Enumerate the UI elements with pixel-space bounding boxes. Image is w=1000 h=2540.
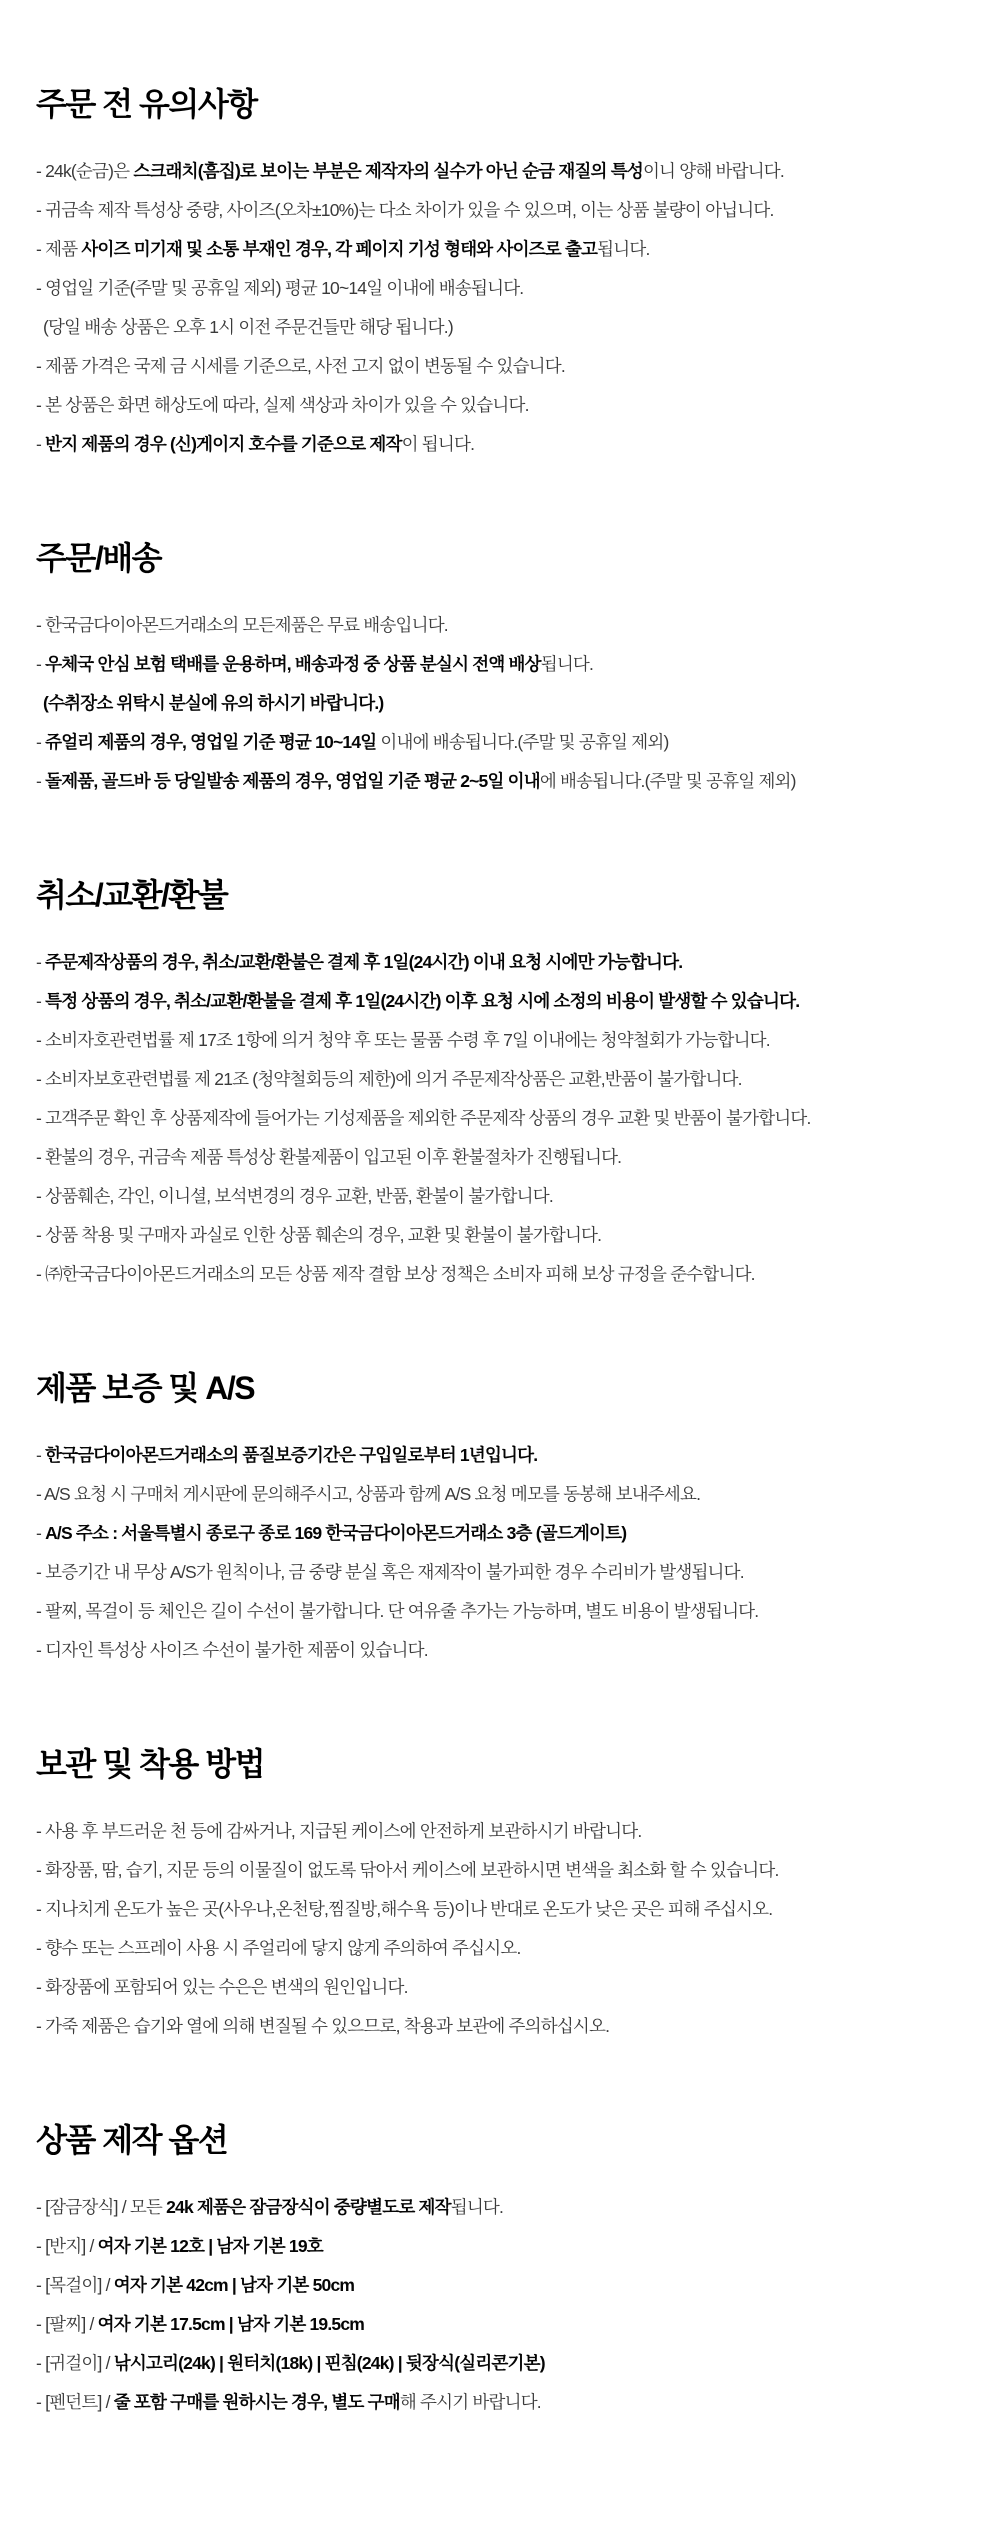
notice-line	[36, 1146, 970, 1168]
notice-line	[36, 770, 970, 792]
notice-line	[36, 2313, 970, 2335]
notice-line-text: - 영업일 기준(주말 및 공휴일 제외) 평균 10~14일 이내에 배송됩니다.	[36, 278, 524, 298]
notice-line-bold-text: 여자 기본 17.5cm | 남자 기본 19.5cm	[97, 2314, 365, 2334]
notice-line-text: - 제품 가격은 국제 금 시세를 기준으로, 사전 고지 없이 변동될 수 있습니다.	[36, 356, 565, 376]
notice-line-text: - 상품훼손, 각인, 이니셜, 보석변경의 경우 교환, 반품, 환불이 불가합니다.	[36, 1186, 553, 1206]
notice-line	[36, 1976, 970, 1998]
section-product-options	[36, 2122, 970, 2430]
notice-line-text: - 소비자보호관련법률 제 21조 (청약철회등의 제한)에 의거 주문제작상품은 교환,반품이 불가합니다.	[36, 1069, 742, 1089]
section-warranty-as	[36, 1370, 970, 1678]
notice-line-text: - [귀걸이] /	[36, 2353, 114, 2373]
notice-line	[36, 2235, 970, 2257]
notice-line	[36, 1483, 970, 1505]
notice-line-text: - 가죽 제품은 습기와 열에 의해 변질될 수 있으므로, 착용과 보관에 주의하십시오.	[36, 2016, 610, 2036]
notice-line-text: 해 주시기 바랍니다.	[399, 2392, 541, 2412]
notice-line-bold-text: 낚시고리(24k) | 원터치(18k) | 핀침(24k) | 뒷장식(실리콘기본)	[113, 2353, 545, 2373]
notice-line-text: - 상품 착용 및 구매자 과실로 인한 상품 훼손의 경우, 교환 및 환불이 불가합니다.	[36, 1225, 602, 1245]
notice-line	[36, 1898, 970, 1920]
notice-line-text: - 제품	[36, 239, 82, 259]
notice-line-bold-text: 우체국 안심 보험 택배를 운용하며, 배송과정 중 상품 분실시 전액 배상	[45, 654, 541, 674]
notice-line-bold-text: 여자 기본 12호 | 남자 기본 19호	[97, 2236, 323, 2256]
notice-line-text: 됩니다.	[450, 2197, 504, 2217]
notice-line-text: - 한국금다이아몬드거래소의 모든제품은 무료 배송입니다.	[36, 615, 448, 635]
notice-line	[36, 2352, 970, 2374]
notice-line-text: -	[36, 1523, 46, 1543]
notice-line-text: 됩니다.	[597, 239, 650, 259]
notice-line	[36, 614, 970, 636]
notice-line-text: - 화장품, 땀, 습기, 지문 등의 이물질이 없도록 닦아서 케이스에 보관하시면 변색을 최소화 할 수 있습니다.	[36, 1860, 779, 1880]
notice-line-text: - 화장품에 포함되어 있는 수은은 변색의 원인입니다.	[36, 1977, 408, 1997]
notice-line	[36, 355, 970, 377]
notice-line-text: - [팔찌] /	[36, 2314, 98, 2334]
section-lines-warranty-as	[36, 1444, 970, 1661]
notice-line-text: -	[36, 732, 46, 752]
notice-line-text: - ㈜한국금다이아몬드거래소의 모든 상품 제작 결함 보상 정책은 소비자 피해 보상 규정을 준수합니다.	[36, 1264, 755, 1284]
notice-line	[36, 653, 970, 675]
notice-line	[36, 277, 970, 299]
notice-line-text: - 24k(순금)은	[36, 161, 134, 181]
notice-line	[36, 2196, 970, 2218]
notice-line-bold-text: 반지 제품의 경우 (신)게이지 호수를 기준으로 제작	[45, 434, 402, 454]
notice-line-bold-text: 돌제품, 골드바 등 당일발송 제품의 경우, 영업일 기준 평균 2~5일 이내	[45, 771, 540, 791]
section-storage-wear	[36, 1746, 970, 2054]
notice-line-bold-text: 줄 포함 구매를 원하시는 경우, 별도 구매	[113, 2392, 400, 2412]
notice-line	[36, 1029, 970, 1051]
notice-line-text: -	[36, 952, 46, 972]
notice-line-text: - 소비자호관련법률 제 17조 1항에 의거 청약 후 또는 물품 수령 후 7일 이내에는 청약철회가 가능합니다.	[36, 1030, 770, 1050]
notice-line-text: - [잠금장식] / 모든	[36, 2197, 167, 2217]
section-lines-product-options	[36, 2196, 970, 2413]
section-lines-cancel-exchange-refund	[36, 951, 970, 1285]
notice-line-bold-text: 한국금다이아몬드거래소의 품질보증기간은 구입일로부터 1년입니다.	[45, 1445, 538, 1465]
notice-line-bold-text: 24k 제품은 잠금장식이 중량별도로 제작	[166, 2197, 451, 2217]
section-title-product-options: 상품 제작 옵션	[36, 2122, 228, 2158]
notice-line-text: -	[36, 771, 46, 791]
section-title-cancel-exchange-refund: 취소/교환/환불	[36, 877, 228, 913]
notice-line-text: - 디자인 특성상 사이즈 수선이 불가한 제품이 있습니다.	[36, 1640, 428, 1660]
notice-line-text: -	[36, 1445, 46, 1465]
notice-line-bold-text: (수취장소 위탁시 분실에 유의 하시기 바랍니다.)	[43, 693, 384, 713]
notice-line-text: - 사용 후 부드러운 천 등에 감싸거나, 지급된 케이스에 안전하게 보관하시기 바랍니다.	[36, 1821, 642, 1841]
notice-line	[36, 2274, 970, 2296]
notice-line	[36, 160, 970, 182]
notice-line	[36, 1068, 970, 1090]
notice-line	[36, 731, 970, 753]
notice-line-text: - [반지] /	[36, 2236, 98, 2256]
notice-line	[36, 316, 970, 338]
notice-line-text: - 본 상품은 화면 해상도에 따라, 실제 색상과 차이가 있을 수 있습니다.	[36, 395, 529, 415]
section-title-order-shipping: 주문/배송	[36, 540, 162, 576]
notice-line-text: 이 됩니다.	[401, 434, 475, 454]
section-pre-order-notice	[36, 86, 970, 472]
notice-line	[36, 692, 970, 714]
notice-line	[36, 1600, 970, 1622]
section-lines-pre-order-notice	[36, 160, 970, 455]
notice-line	[36, 990, 970, 1012]
notice-line-text: - 지나치게 온도가 높은 곳(사우나,온천탕,찜질방,해수욕 등)이나 반대로 온도가 낮은 곳은 피해 주십시오.	[36, 1899, 773, 1919]
notice-line	[36, 1561, 970, 1583]
notice-line	[36, 951, 970, 973]
notice-line-bold-text: A/S 주소 : 서울특별시 종로구 종로 169 한국금다이아몬드거래소 3층 (골드게이트)	[45, 1523, 627, 1543]
notice-line-text: 됩니다.	[540, 654, 594, 674]
notice-line-text: - 향수 또는 스프레이 사용 시 주얼리에 닿지 않게 주의하여 주십시오.	[36, 1938, 521, 1958]
notice-line-text: - 보증기간 내 무상 A/S가 원칙이나, 금 중량 분실 혹은 재제작이 불가피한 경우 수리비가 발생됩니다.	[36, 1562, 744, 1582]
notice-line	[36, 2391, 970, 2413]
notice-line	[36, 1937, 970, 1959]
section-lines-storage-wear	[36, 1820, 970, 2037]
section-lines-order-shipping	[36, 614, 970, 792]
notice-line-text: - 환불의 경우, 귀금속 제품 특성상 환불제품이 입고된 이후 환불절차가 진행됩니다.	[36, 1147, 622, 1167]
notice-line-text: 이니 양해 바랍니다.	[642, 161, 784, 181]
notice-line-bold-text: 주문제작상품의 경우, 취소/교환/환불은 결제 후 1일(24시간) 이내 요청 시에만 가능합니다.	[45, 952, 683, 972]
notice-line-text: - 고객주문 확인 후 상품제작에 들어가는 기성제품을 제외한 주문제작 상품의 경우 교환 및 반품이 불가합니다.	[36, 1108, 811, 1128]
notice-line-bold-text: 스크래치(흠집)로 보이는 부분은 제작자의 실수가 아닌 순금 재질의 특성	[133, 161, 643, 181]
section-title-storage-wear: 보관 및 착용 방법	[36, 1746, 265, 1782]
notice-line-text: 에 배송됩니다.(주말 및 공휴일 제외)	[539, 771, 796, 791]
section-title-pre-order-notice: 주문 전 유의사항	[36, 86, 257, 122]
notice-line	[36, 238, 970, 260]
notice-line-text: -	[36, 654, 46, 674]
notice-line	[36, 1522, 970, 1544]
notice-line-text: -	[36, 434, 46, 454]
notice-line	[36, 1820, 970, 1842]
section-cancel-exchange-refund	[36, 877, 970, 1302]
section-order-shipping	[36, 540, 970, 809]
notice-line-text: -	[36, 991, 46, 1011]
notice-line	[36, 2015, 970, 2037]
notice-line	[36, 1444, 970, 1466]
notice-line-text: - [목걸이] /	[36, 2275, 114, 2295]
notice-line	[36, 1639, 970, 1661]
notice-line	[36, 1859, 970, 1881]
notice-line-text: 이내에 배송됩니다.(주말 및 공휴일 제외)	[376, 732, 669, 752]
section-title-warranty-as: 제품 보증 및 A/S	[36, 1370, 255, 1406]
notice-line	[36, 394, 970, 416]
notice-line-bold-text: 여자 기본 42cm | 남자 기본 50cm	[113, 2275, 355, 2295]
notice-line-text: (당일 배송 상품은 오후 1시 이전 주문건들만 해당 됩니다.)	[43, 317, 453, 337]
notice-line	[36, 1107, 970, 1129]
notice-line	[36, 199, 970, 221]
notice-line	[36, 1263, 970, 1285]
notice-line-bold-text: 사이즈 미기재 및 소통 부재인 경우, 각 페이지 기성 형태와 사이즈로 출고	[81, 239, 598, 259]
notice-line-text: - 팔찌, 목걸이 등 체인은 길이 수선이 불가합니다. 단 여유줄 추가는 가능하며, 별도 비용이 발생됩니다.	[36, 1601, 759, 1621]
notice-line-bold-text: 쥬얼리 제품의 경우, 영업일 기준 평균 10~14일	[45, 732, 377, 752]
notice-line-bold-text: 특정 상품의 경우, 취소/교환/환불을 결제 후 1일(24시간) 이후 요청 시에 소정의 비용이 발생할 수 있습니다.	[45, 991, 800, 1011]
notice-line	[36, 433, 970, 455]
notice-line-text: - [펜던트] /	[36, 2392, 114, 2412]
notice-line	[36, 1224, 970, 1246]
notice-line-text: - 귀금속 제작 특성상 중량, 사이즈(오차±10%)는 다소 차이가 있을 수 있으며, 이는 상품 불량이 아닙니다.	[36, 200, 774, 220]
notice-line	[36, 1185, 970, 1207]
notice-line-text: - A/S 요청 시 구매처 게시판에 문의해주시고, 상품과 함께 A/S 요청 메모를 동봉해 보내주세요.	[36, 1484, 701, 1504]
